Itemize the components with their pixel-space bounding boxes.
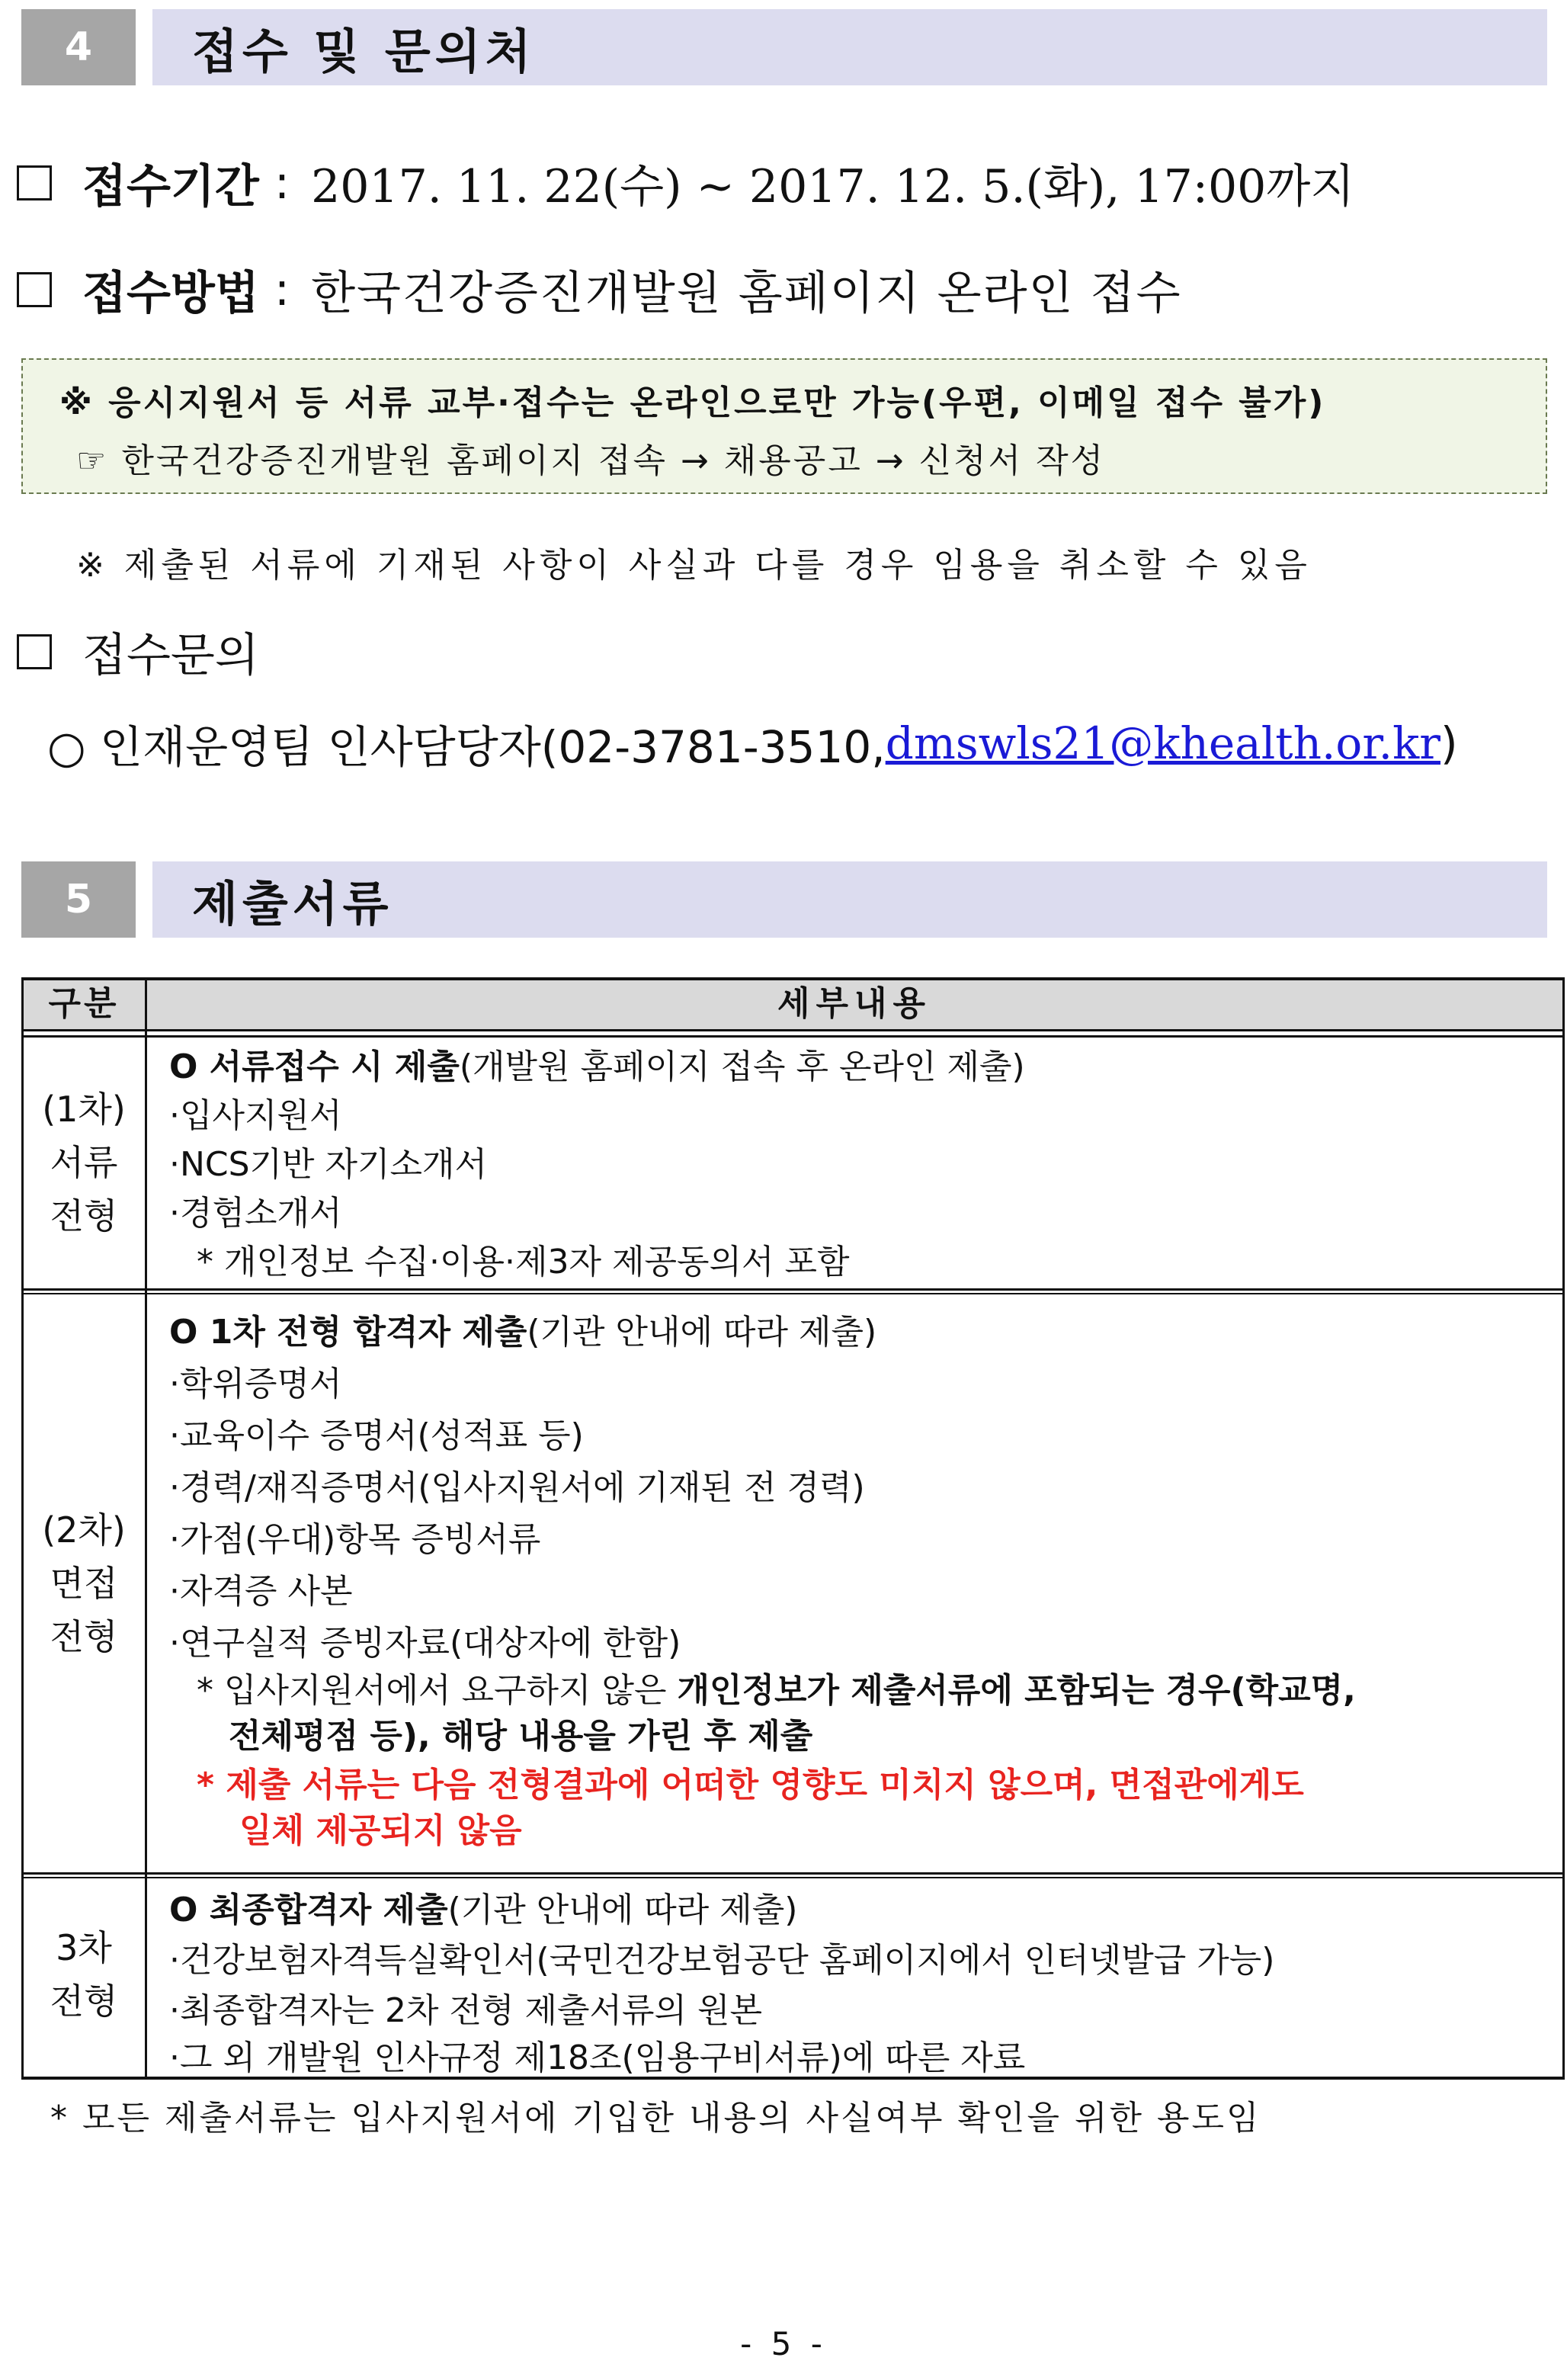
- table-header-category: 구분: [48, 984, 120, 1023]
- list-item: ·자격증 사본: [169, 1572, 353, 1611]
- category-line: 3차: [56, 1927, 112, 1968]
- list-item: ·경력/재직증명서(입사지원서에 기재된 전 경력): [169, 1468, 865, 1507]
- row1-heading: [169, 1043, 1025, 1092]
- warning-note: ※ 제출된 서류에 기재된 사항이 사실과 다를 경우 임용을 취소할 수 있음: [76, 546, 1312, 585]
- heading-rest: (기관 안내에 따라 제출): [527, 1313, 877, 1352]
- period-value: 2017. 11. 22(수) ~ 2017. 12. 5.(화), 17:00까지: [311, 160, 1355, 213]
- heading-bold: O 최종합격자 제출: [169, 1891, 448, 1929]
- category-line: 전형: [50, 1195, 118, 1237]
- row3-heading: [169, 1886, 797, 1935]
- heading-rest: (기관 안내에 따라 제출): [447, 1891, 798, 1929]
- heading-rest: (개발원 홈페이지 접속 후 온라인 제출): [459, 1047, 1025, 1086]
- category-line: 전형: [50, 1616, 118, 1657]
- inquiry-row: [17, 625, 274, 682]
- list-item: ·건강보험자격득실확인서(국민건강보험공단 홈페이지에서 인터넷발급 가능): [169, 1941, 1275, 1980]
- section-number-5: [21, 861, 136, 938]
- contact-suffix: ): [1440, 717, 1458, 769]
- heading-bold: O 1차 전형 합격자 제출: [169, 1313, 527, 1352]
- table-header-detail: 세부내용: [777, 984, 931, 1023]
- list-item: ·경험소개서: [169, 1194, 342, 1233]
- checkbox-icon: [17, 272, 52, 307]
- notice-line-1: ※ 응시지원서 등 서류 교부·접수는 온라인으로만 가능(우편, 이메일 접수 불가): [59, 383, 1326, 422]
- list-item: ·학위증명서: [169, 1365, 342, 1403]
- period-label: 접수기간: [82, 160, 259, 213]
- inquiry-contact: [47, 717, 1458, 773]
- period-row: [17, 156, 1355, 213]
- list-item: ·그 외 개발원 인사규정 제18조(임용구비서류)에 따른 자료: [169, 2038, 1026, 2077]
- page-number: - 5 -: [740, 2325, 827, 2362]
- heading-bold: O 서류접수 시 제출: [169, 1047, 460, 1086]
- section-header-5: [152, 861, 1547, 938]
- row2-heading: [169, 1308, 876, 1357]
- row2-category: [23, 1503, 145, 1663]
- section-title: 접수 및 문의처: [192, 23, 536, 79]
- list-item: ·가점(우대)항목 증빙서류: [169, 1520, 541, 1559]
- category-line: 전형: [50, 1981, 118, 2022]
- category-line: 서류: [50, 1142, 118, 1183]
- row1-note: * 개인정보 수집·이용·제3자 제공동의서 포함: [197, 1243, 850, 1281]
- section-number-text: 5: [64, 877, 93, 922]
- note-plain: * 입사지원서에서 요구하지 않은: [197, 1671, 678, 1710]
- list-item: ·교육이수 증명서(성적표 등): [169, 1416, 584, 1455]
- row3-category: [23, 1921, 145, 2028]
- category-line: 면접: [50, 1563, 118, 1604]
- section-number-4: [21, 9, 136, 85]
- note-bold: 개인정보가 제출서류에 포함되는 경우(학교명,: [677, 1671, 1356, 1710]
- contact-prefix: ○ 인재운영팀 인사담당자(02-3781-3510,: [47, 721, 886, 773]
- inquiry-label: 접수문의: [82, 629, 259, 682]
- section-title: 제출서류: [192, 875, 393, 932]
- method-value: 한국건강증진개발원 홈페이지 온라인 접수: [311, 267, 1182, 320]
- period-sep: :: [274, 156, 290, 210]
- section-header-4: [152, 9, 1547, 85]
- list-item: ·최종합격자는 2차 전형 제출서류의 원본: [169, 1991, 762, 2030]
- row2-note1: [197, 1666, 1356, 1715]
- row2-note1-line2: 전체평점 등), 해당 내용을 가린 후 제출: [229, 1717, 813, 1756]
- method-row: [17, 263, 1182, 320]
- email-link[interactable]: dmswls21@khealth.or.kr: [885, 717, 1440, 769]
- notice-line-2: ☞ 한국건강증진개발원 홈페이지 접속 → 채용공고 → 신청서 작성: [76, 441, 1106, 480]
- section-number-text: 4: [64, 24, 93, 70]
- row2-note2-line2: 일체 제공되지 않음: [239, 1811, 522, 1850]
- list-item: ·NCS기반 자기소개서: [169, 1145, 488, 1184]
- checkbox-icon: [17, 165, 52, 200]
- footnote: * 모든 제출서류는 입사지원서에 기입한 내용의 사실여부 확인을 위한 용도임: [50, 2099, 1261, 2138]
- list-item: ·연구실적 증빙자료(대상자에 한함): [169, 1624, 681, 1663]
- checkbox-icon: [17, 634, 52, 669]
- row2-note2: * 제출 서류는 다음 전형결과에 어떠한 영향도 미치지 않으며, 면접관에게도: [197, 1766, 1304, 1804]
- method-sep: :: [274, 263, 290, 316]
- method-label: 접수방법: [82, 267, 259, 320]
- list-item: ·입사지원서: [169, 1096, 342, 1135]
- category-line: (2차): [42, 1509, 126, 1551]
- notice-box: [21, 358, 1547, 494]
- row1-category: [23, 1083, 145, 1243]
- category-line: (1차): [42, 1089, 126, 1130]
